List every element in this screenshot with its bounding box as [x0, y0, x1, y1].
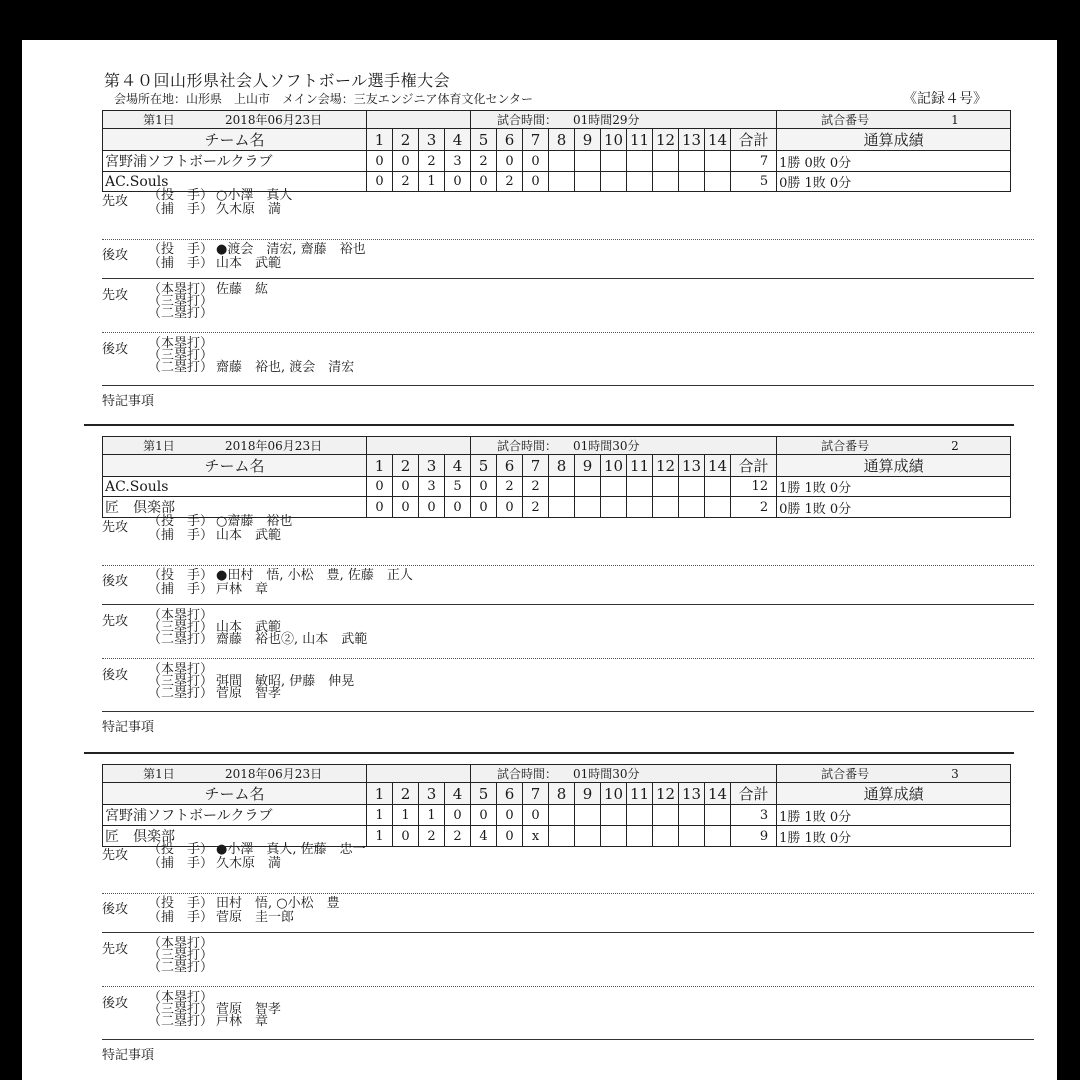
inning-score: 0 — [471, 805, 497, 826]
inning-score — [627, 151, 653, 172]
game-day: 第1日 — [143, 439, 175, 453]
score-header-row — [103, 129, 1011, 151]
notes-label: 特記事項 — [102, 1048, 155, 1063]
first-triple: 山本 武範 — [216, 620, 282, 635]
first-side-label: 先攻 — [102, 520, 129, 535]
team-total: 3 — [731, 805, 777, 826]
first-pitcher-label: （投 手） — [148, 514, 214, 529]
game-number-label: 試合番号 — [821, 767, 870, 781]
second-side-label: 後攻 — [102, 248, 129, 263]
team-name-header: チーム名 — [103, 129, 367, 151]
inning-score: 0 — [471, 172, 497, 192]
inning-header: 6 — [497, 129, 523, 151]
inning-score — [601, 497, 627, 518]
inning-score: 3 — [445, 151, 471, 172]
second-hr-label: （本塁打） — [148, 662, 214, 677]
game-number-label: 試合番号 — [821, 113, 870, 127]
inning-header: 11 — [627, 455, 653, 477]
inning-header: 9 — [575, 129, 601, 151]
inning-header: 8 — [549, 455, 575, 477]
game-meta-left — [103, 765, 367, 783]
first-catcher: 山本 武範 — [216, 528, 282, 543]
inning-header: 3 — [419, 783, 445, 805]
team-row — [103, 151, 1011, 172]
inning-header: 9 — [575, 455, 601, 477]
inning-score: 0 — [523, 172, 549, 192]
inning-header: 6 — [497, 783, 523, 805]
inning-score — [575, 477, 601, 497]
first-side-label-hits: 先攻 — [102, 942, 129, 957]
first-hr-label: （本塁打） — [148, 936, 214, 951]
inning-score: 0 — [393, 477, 419, 497]
first-catcher-label: （捕 手） — [148, 202, 214, 217]
notes-label: 特記事項 — [102, 720, 155, 735]
game-date: 2018年06月23日 — [225, 767, 323, 781]
overall-header: 通算成績 — [777, 455, 1011, 477]
inning-score: 0 — [445, 805, 471, 826]
inning-score — [705, 826, 731, 847]
inning-score: 0 — [523, 805, 549, 826]
second-double-label: （二塁打） — [148, 360, 214, 375]
second-triple: 弭間 敏昭, 伊藤 伸晃 — [216, 674, 355, 689]
game-time — [471, 765, 777, 783]
first-double-label: （二塁打） — [148, 306, 214, 321]
inning-header: 12 — [653, 783, 679, 805]
inning-header: 14 — [705, 783, 731, 805]
divider-solid — [102, 278, 1034, 279]
divider-dotted — [102, 239, 1034, 240]
inning-score — [705, 151, 731, 172]
inning-score: 0 — [523, 151, 549, 172]
game-date: 2018年06月23日 — [225, 113, 323, 127]
inning-header: 11 — [627, 129, 653, 151]
game-separator — [84, 752, 1014, 754]
divider-solid — [102, 1039, 1034, 1040]
second-catcher-label: （捕 手） — [148, 256, 214, 271]
divider-dotted — [102, 565, 1034, 566]
inning-score: 0 — [367, 172, 393, 192]
inning-score: 4 — [471, 826, 497, 847]
divider-solid — [102, 932, 1034, 933]
inning-score — [705, 172, 731, 192]
game-time-value: 01時間29分 — [573, 113, 640, 127]
inning-header: 11 — [627, 783, 653, 805]
inning-header: 6 — [497, 455, 523, 477]
inning-header: 12 — [653, 455, 679, 477]
game-time-value: 01時間30分 — [573, 767, 640, 781]
inning-score: 0 — [471, 497, 497, 518]
first-triple-label: （三塁打） — [148, 294, 214, 309]
inning-header: 9 — [575, 783, 601, 805]
inning-header: 13 — [679, 129, 705, 151]
inning-score: 1 — [367, 805, 393, 826]
record-sheet — [22, 40, 1057, 1080]
inning-header: 8 — [549, 783, 575, 805]
inning-score: 1 — [393, 805, 419, 826]
inning-score — [549, 172, 575, 192]
inning-score: 1 — [419, 805, 445, 826]
team-name-header: チーム名 — [103, 455, 367, 477]
team-name-header: チーム名 — [103, 783, 367, 805]
inning-header: 4 — [445, 783, 471, 805]
meta-blank — [367, 437, 471, 455]
first-catcher: 久木原 満 — [216, 202, 282, 217]
venue-line: 会場所在地：山形県 上山市 メイン会場：三友エンジニア体育文化センター — [114, 92, 533, 106]
divider-solid — [102, 711, 1034, 712]
second-double: 齋藤 裕也, 渡会 清宏 — [216, 360, 355, 375]
inning-score — [549, 477, 575, 497]
inning-score — [653, 826, 679, 847]
inning-header: 4 — [445, 455, 471, 477]
inning-header: 5 — [471, 783, 497, 805]
game-number — [777, 437, 1011, 455]
score-table — [102, 764, 1011, 847]
team-record: 1勝 1敗 0分 — [777, 477, 1011, 497]
second-pitcher-label: （投 手） — [148, 568, 214, 583]
inning-header: 10 — [601, 455, 627, 477]
inning-score: 2 — [471, 151, 497, 172]
first-pitcher-label: （投 手） — [148, 188, 214, 203]
inning-header: 7 — [523, 455, 549, 477]
divider-dotted — [102, 332, 1034, 333]
inning-score — [627, 805, 653, 826]
game-day: 第1日 — [143, 767, 175, 781]
inning-score — [679, 172, 705, 192]
first-side-label-hits: 先攻 — [102, 614, 129, 629]
second-pitcher-label: （投 手） — [148, 896, 214, 911]
first-pitcher: ●小澤 真人, 佐藤 忠一 — [216, 842, 366, 857]
inning-score — [549, 826, 575, 847]
team-row — [103, 477, 1011, 497]
second-triple-label: （三塁打） — [148, 348, 214, 363]
inning-score: 0 — [497, 151, 523, 172]
inning-score — [653, 805, 679, 826]
first-catcher-label: （捕 手） — [148, 856, 214, 871]
inning-score — [601, 151, 627, 172]
inning-header: 7 — [523, 129, 549, 151]
second-hr-label: （本塁打） — [148, 336, 214, 351]
overall-header: 通算成績 — [777, 783, 1011, 805]
inning-header: 13 — [679, 455, 705, 477]
inning-score — [601, 805, 627, 826]
first-hr-label: （本塁打） — [148, 282, 214, 297]
inning-score — [549, 151, 575, 172]
inning-header: 1 — [367, 455, 393, 477]
total-header: 合計 — [731, 129, 777, 151]
team-total: 12 — [731, 477, 777, 497]
inning-header: 5 — [471, 455, 497, 477]
inning-header: 1 — [367, 129, 393, 151]
inning-header: 2 — [393, 783, 419, 805]
inning-score: 0 — [419, 497, 445, 518]
inning-header: 8 — [549, 129, 575, 151]
inning-score — [601, 172, 627, 192]
score-header-row — [103, 783, 1011, 805]
inning-score — [679, 151, 705, 172]
inning-score — [627, 477, 653, 497]
divider-dotted — [102, 893, 1034, 894]
tournament-title: 第４０回山形県社会人ソフトボール選手権大会 — [104, 71, 451, 90]
meta-blank — [367, 765, 471, 783]
inning-score: 2 — [523, 477, 549, 497]
second-triple-label: （三塁打） — [148, 674, 214, 689]
second-double-label: （二塁打） — [148, 686, 214, 701]
team-name: AC.Souls — [103, 172, 367, 192]
team-total: 2 — [731, 497, 777, 518]
inning-score: 1 — [419, 172, 445, 192]
second-hr-label: （本塁打） — [148, 990, 214, 1005]
second-pitcher: ●田村 悟, 小松 豊, 佐藤 正人 — [216, 568, 413, 583]
second-side-label-hits: 後攻 — [102, 996, 129, 1011]
inning-score — [653, 172, 679, 192]
team-record: 1勝 1敗 0分 — [777, 826, 1011, 847]
inning-score: 0 — [393, 826, 419, 847]
inning-score — [653, 477, 679, 497]
divider-solid — [102, 385, 1034, 386]
game-time-label: 試合時間： — [497, 439, 558, 453]
inning-score — [601, 477, 627, 497]
team-name: 匠 倶楽部 — [103, 826, 367, 847]
inning-score — [549, 805, 575, 826]
second-side-label-hits: 後攻 — [102, 342, 129, 357]
second-double: 戸林 章 — [216, 1014, 269, 1029]
inning-header: 5 — [471, 129, 497, 151]
inning-score — [575, 805, 601, 826]
inning-score — [705, 805, 731, 826]
inning-score — [601, 826, 627, 847]
inning-header: 10 — [601, 129, 627, 151]
game-meta-left — [103, 437, 367, 455]
total-header: 合計 — [731, 783, 777, 805]
inning-score: 0 — [393, 497, 419, 518]
second-catcher: 菅原 圭一郎 — [216, 910, 295, 925]
team-record: 1勝 1敗 0分 — [777, 805, 1011, 826]
divider-dotted — [102, 658, 1034, 659]
second-side-label: 後攻 — [102, 902, 129, 917]
inning-score: 0 — [367, 477, 393, 497]
meta-blank — [367, 111, 471, 129]
game-separator — [84, 424, 1014, 426]
inning-score: 2 — [497, 172, 523, 192]
inning-score: 0 — [367, 151, 393, 172]
score-table — [102, 110, 1011, 192]
divider-dotted — [102, 986, 1034, 987]
second-catcher-label: （捕 手） — [148, 582, 214, 597]
second-double-label: （二塁打） — [148, 1014, 214, 1029]
inning-header: 3 — [419, 129, 445, 151]
game-time-label: 試合時間： — [497, 113, 558, 127]
team-row — [103, 805, 1011, 826]
first-triple-label: （三塁打） — [148, 620, 214, 635]
inning-score: 0 — [445, 172, 471, 192]
game-date: 2018年06月23日 — [225, 439, 323, 453]
team-name: 宮野浦ソフトボールクラブ — [103, 151, 367, 172]
first-hr: 佐藤 紘 — [216, 282, 269, 297]
score-table — [102, 436, 1011, 518]
second-catcher: 山本 武範 — [216, 256, 282, 271]
inning-score — [653, 151, 679, 172]
inning-score: 1 — [367, 826, 393, 847]
inning-header: 1 — [367, 783, 393, 805]
inning-header: 10 — [601, 783, 627, 805]
first-pitcher: ○小澤 真人 — [216, 188, 293, 203]
inning-score: 0 — [471, 477, 497, 497]
notes-label: 特記事項 — [102, 394, 155, 409]
first-hr-label: （本塁打） — [148, 608, 214, 623]
inning-score — [575, 826, 601, 847]
game-time-label: 試合時間： — [497, 767, 558, 781]
second-catcher-label: （捕 手） — [148, 910, 214, 925]
first-catcher-label: （捕 手） — [148, 528, 214, 543]
inning-header: 7 — [523, 783, 549, 805]
game-day: 第1日 — [143, 113, 175, 127]
first-double-label: （二塁打） — [148, 960, 214, 975]
overall-header: 通算成績 — [777, 129, 1011, 151]
inning-score: 2 — [497, 477, 523, 497]
inning-score: 0 — [497, 826, 523, 847]
game-meta-left — [103, 111, 367, 129]
total-header: 合計 — [731, 455, 777, 477]
team-total: 5 — [731, 172, 777, 192]
second-double: 菅原 智孝 — [216, 686, 282, 701]
inning-score: 0 — [393, 151, 419, 172]
first-double: 齋藤 裕也②, 山本 武範 — [216, 632, 368, 647]
divider-solid — [102, 604, 1034, 605]
inning-score: 2 — [393, 172, 419, 192]
first-side-label: 先攻 — [102, 848, 129, 863]
inning-score — [627, 826, 653, 847]
inning-score — [705, 477, 731, 497]
inning-score — [705, 497, 731, 518]
inning-score — [575, 172, 601, 192]
record-number: 《記録４号》 — [903, 91, 987, 107]
second-pitcher: 田村 悟, ○小松 豊 — [216, 896, 340, 911]
inning-score — [549, 497, 575, 518]
inning-header: 4 — [445, 129, 471, 151]
team-name: 宮野浦ソフトボールクラブ — [103, 805, 367, 826]
inning-score: 5 — [445, 477, 471, 497]
game-number-value: 1 — [951, 113, 959, 127]
inning-score: 0 — [497, 805, 523, 826]
team-record: 0勝 1敗 0分 — [777, 497, 1011, 518]
second-side-label-hits: 後攻 — [102, 668, 129, 683]
game-number — [777, 111, 1011, 129]
inning-score — [679, 497, 705, 518]
team-total: 9 — [731, 826, 777, 847]
score-header-row — [103, 455, 1011, 477]
inning-header: 12 — [653, 129, 679, 151]
game-time-value: 01時間30分 — [573, 439, 640, 453]
game-time — [471, 437, 777, 455]
first-catcher: 久木原 満 — [216, 856, 282, 871]
inning-score: 2 — [445, 826, 471, 847]
inning-score: 0 — [497, 497, 523, 518]
inning-score — [653, 497, 679, 518]
first-side-label: 先攻 — [102, 194, 129, 209]
inning-score: x — [523, 826, 549, 847]
inning-score — [627, 172, 653, 192]
inning-score — [679, 805, 705, 826]
inning-score: 0 — [367, 497, 393, 518]
second-pitcher-label: （投 手） — [148, 242, 214, 257]
second-side-label: 後攻 — [102, 574, 129, 589]
game-number — [777, 765, 1011, 783]
team-name: AC.Souls — [103, 477, 367, 497]
team-name: 匠 倶楽部 — [103, 497, 367, 518]
inning-header: 2 — [393, 455, 419, 477]
team-total: 7 — [731, 151, 777, 172]
game-number-value: 2 — [951, 439, 959, 453]
inning-header: 14 — [705, 455, 731, 477]
first-pitcher-label: （投 手） — [148, 842, 214, 857]
first-triple-label: （三塁打） — [148, 948, 214, 963]
team-record: 0勝 1敗 0分 — [777, 172, 1011, 192]
team-record: 1勝 0敗 0分 — [777, 151, 1011, 172]
second-triple: 菅原 智孝 — [216, 1002, 282, 1017]
inning-score: 0 — [445, 497, 471, 518]
inning-score — [575, 497, 601, 518]
first-side-label-hits: 先攻 — [102, 288, 129, 303]
inning-score — [627, 497, 653, 518]
inning-score — [679, 477, 705, 497]
game-number-value: 3 — [951, 767, 959, 781]
first-pitcher: ○齋藤 裕也 — [216, 514, 293, 529]
game-time — [471, 111, 777, 129]
inning-score — [575, 151, 601, 172]
inning-header: 14 — [705, 129, 731, 151]
second-catcher: 戸林 章 — [216, 582, 269, 597]
second-pitcher: ●渡会 清宏, 齋藤 裕也 — [216, 242, 366, 257]
inning-header: 13 — [679, 783, 705, 805]
second-triple-label: （三塁打） — [148, 1002, 214, 1017]
inning-header: 3 — [419, 455, 445, 477]
inning-score: 2 — [419, 151, 445, 172]
inning-score: 2 — [419, 826, 445, 847]
inning-header: 2 — [393, 129, 419, 151]
game-number-label: 試合番号 — [821, 439, 870, 453]
inning-score: 3 — [419, 477, 445, 497]
inning-score: 2 — [523, 497, 549, 518]
inning-score — [679, 826, 705, 847]
first-double-label: （二塁打） — [148, 632, 214, 647]
